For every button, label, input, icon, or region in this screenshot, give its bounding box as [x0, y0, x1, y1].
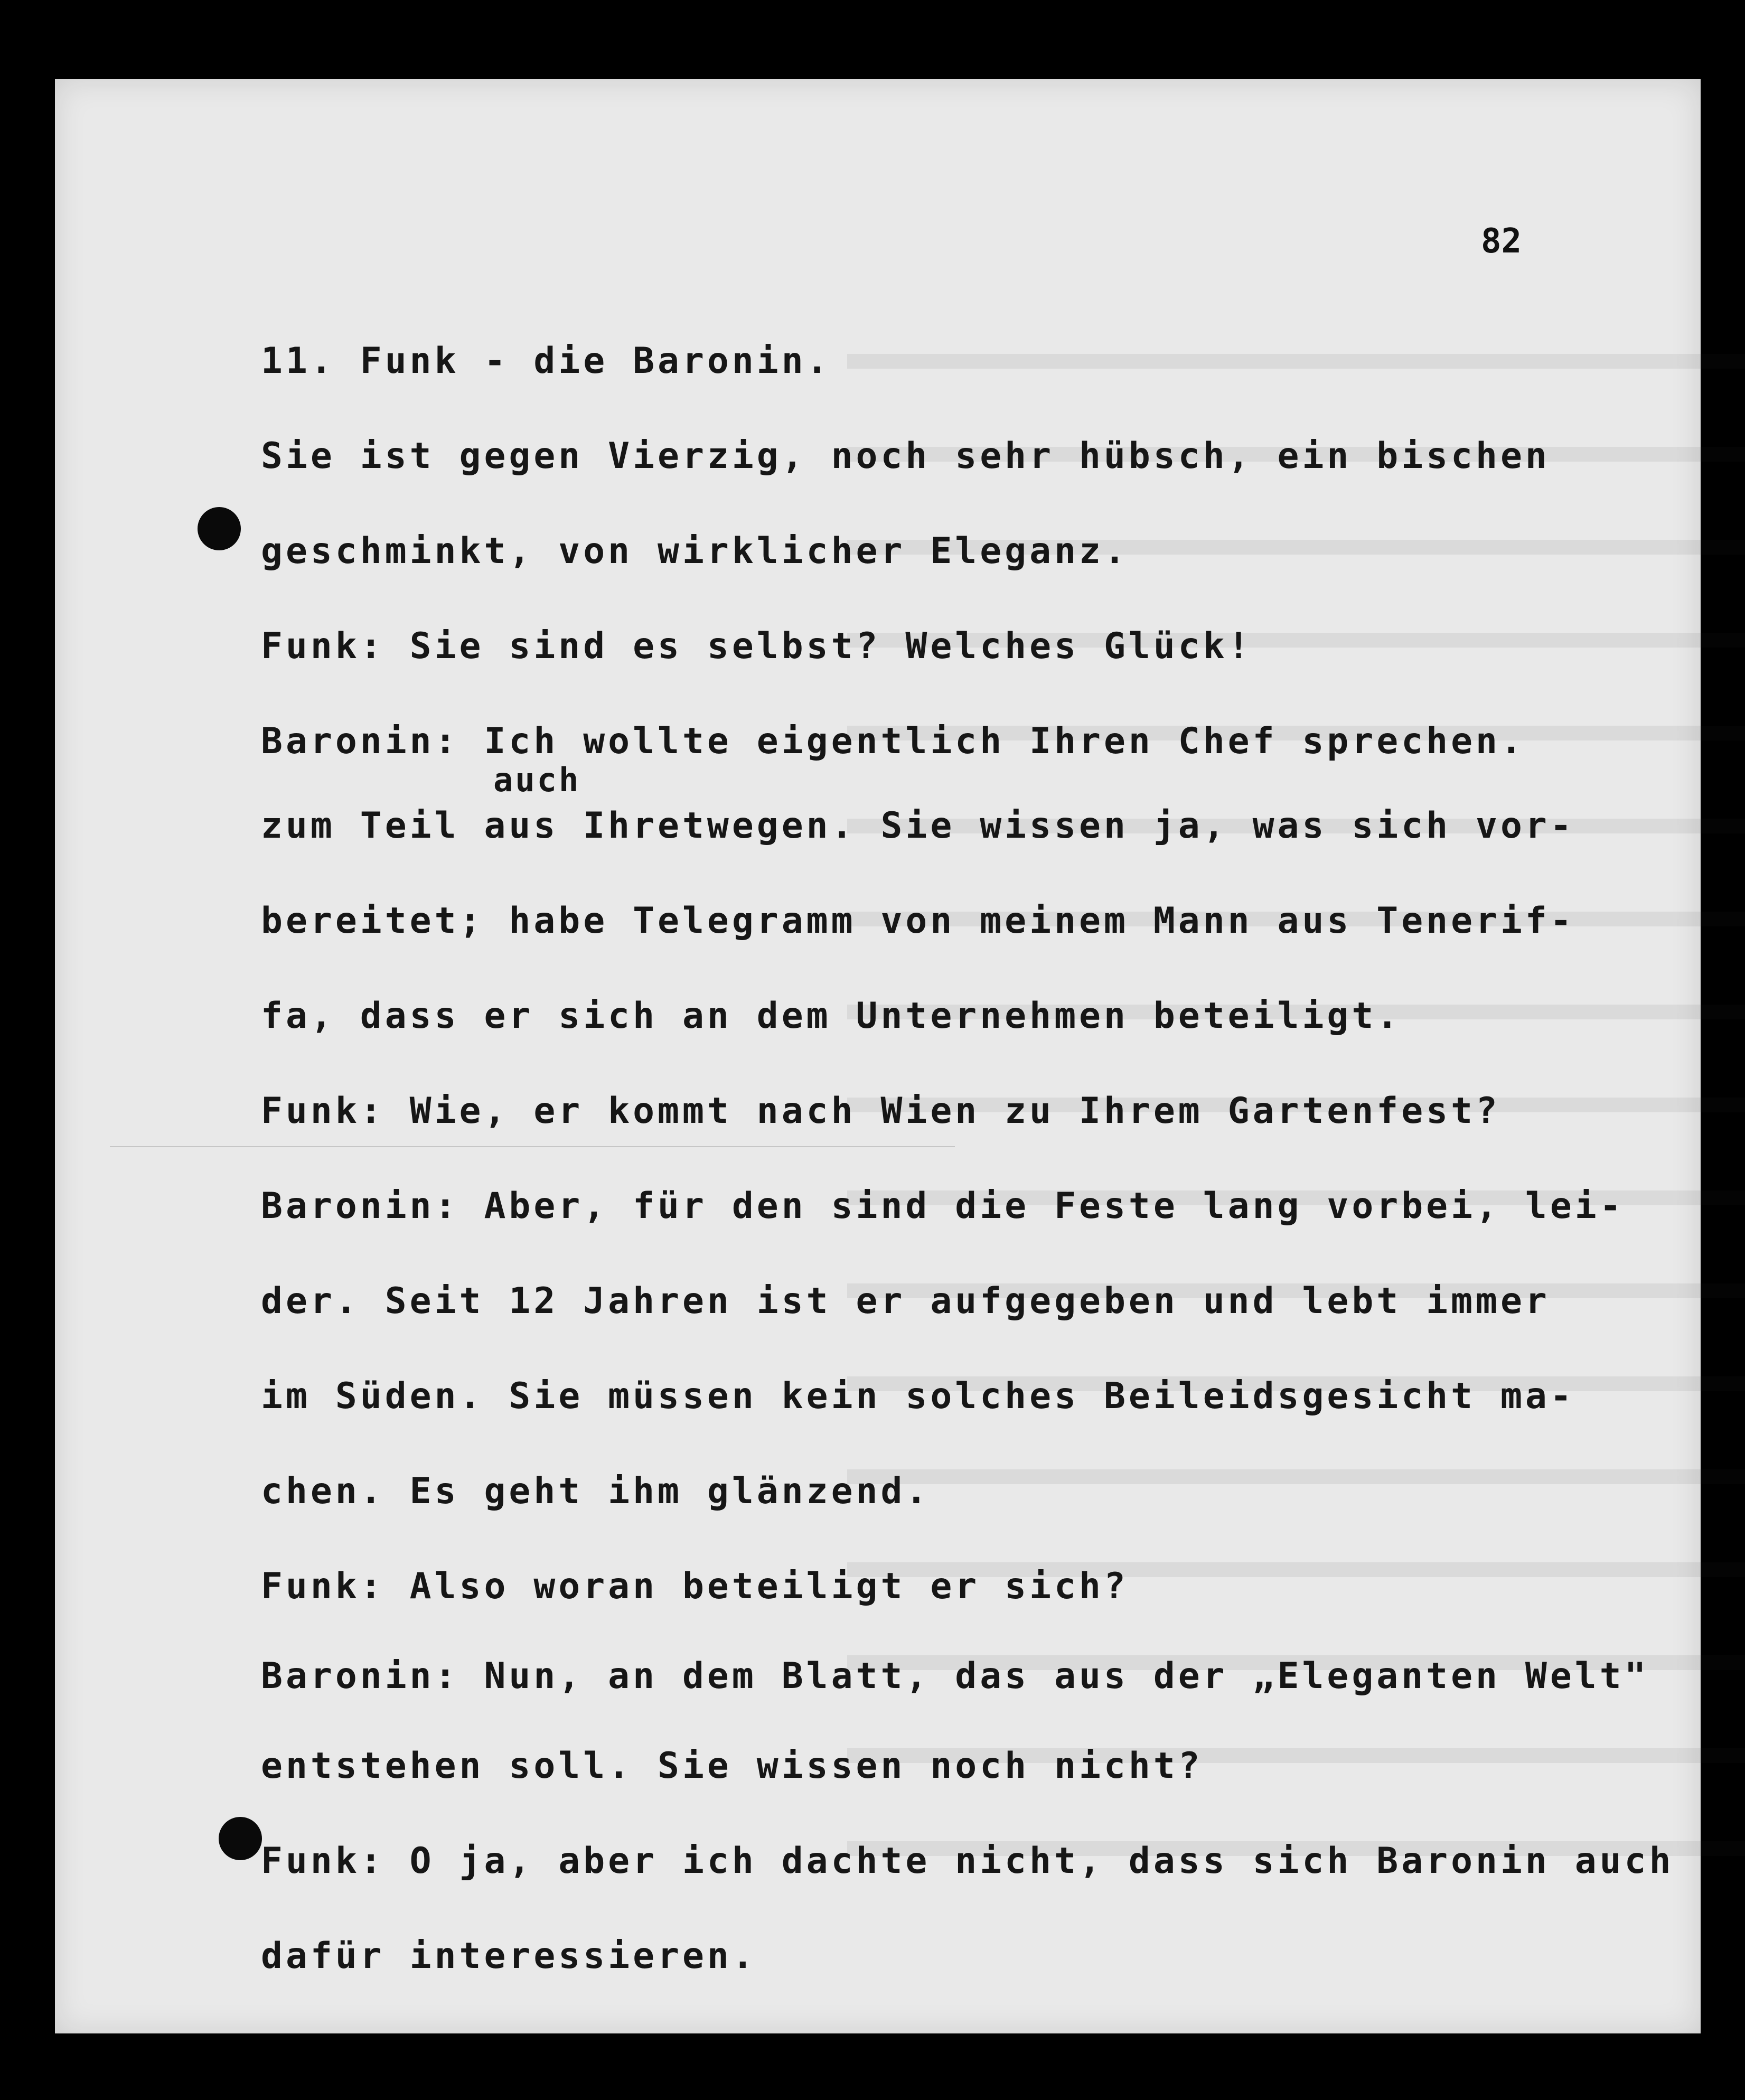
text-line: Funk: Wie, er kommt nach Wien zu Ihrem Gartenfest?: [261, 1090, 1500, 1132]
scene-heading: 11. Funk - die Baronin.: [261, 340, 831, 382]
text-line: geschminkt, von wirklicher Eleganz.: [261, 530, 1129, 572]
text-line: entstehen soll. Sie wissen noch nicht?: [261, 1745, 1203, 1787]
punch-hole-top: [198, 507, 241, 550]
text-line: Funk: Also woran beteiligt er sich?: [261, 1565, 1129, 1607]
text-line: Funk: O ja, aber ich dachte nicht, dass sich Baronin auch: [261, 1840, 1674, 1882]
text-line: der. Seit 12 Jahren ist er aufgegeben und lebt immer: [261, 1280, 1550, 1322]
text-line: dafür interessieren.: [261, 1935, 757, 1977]
text-line: Baronin: Ich wollte eigentlich Ihren Chef sprechen.: [261, 720, 1525, 762]
punch-hole-bottom: [219, 1817, 262, 1860]
text-line: fa, dass er sich an dem Unternehmen beteiligt.: [261, 995, 1402, 1037]
text-line: Baronin: Aber, für den sind die Feste lang vorbei, lei-: [261, 1185, 1625, 1227]
text-line: chen. Es geht ihm glänzend.: [261, 1470, 931, 1512]
text-line: Funk: Sie sind es selbst? Welches Glück!: [261, 625, 1253, 667]
handwritten-correction: auch: [493, 761, 581, 799]
text-line: Sie ist gegen Vierzig, noch sehr hübsch, ein bischen: [261, 435, 1550, 477]
text-line: Baronin: Nun, an dem Blatt, das aus der „Eleganten Welt": [261, 1655, 1649, 1697]
text-line: im Süden. Sie müssen kein solches Beileidsgesicht ma-: [261, 1375, 1575, 1417]
page-number: 82: [1481, 222, 1522, 261]
text-line: zum Teil aus Ihretwegen. Sie wissen ja, was sich vor-: [261, 805, 1575, 847]
typewritten-page: [55, 79, 1701, 2033]
text-line: bereitet; habe Telegramm von meinem Mann aus Tenerif-: [261, 900, 1575, 942]
fold-line: [110, 1146, 955, 1147]
